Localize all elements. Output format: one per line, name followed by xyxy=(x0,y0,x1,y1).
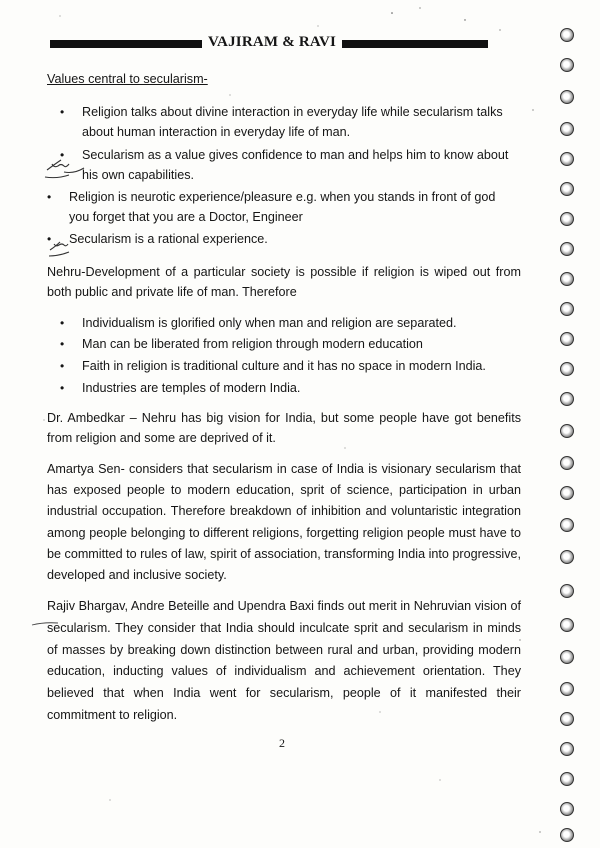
bullet-icon: • xyxy=(60,148,65,162)
ambedkar-paragraph: Dr. Ambedkar – Nehru has big vision for India, but some people have got benefits from religion and some are deprived of it. xyxy=(47,411,521,445)
bullet-icon: • xyxy=(47,190,52,204)
bhargav-paragraph: Rajiv Bhargav, Andre Beteille and Upendra Baxi finds out merit in Nehruvian vision of secularism. They consider that India should inculcate sprit and secularism in minds of masses by breaking down distinction between rural and urban, providing modern education, inducting values of individualism and achievement orientation. They believed that when India went for secularism, people of it manifested their commitment to religion. xyxy=(47,599,521,722)
nehru-intro: Nehru-Development of a particular society is possible if religion is wiped out from both public and private life of man. Therefore xyxy=(47,265,521,299)
bullet-icon: • xyxy=(60,337,65,351)
header-title: VAJIRAM & RAVI xyxy=(207,34,337,50)
list-item: • Individualism is glorified only when man and religion are separated. xyxy=(60,313,515,333)
bullet-icon: • xyxy=(47,232,52,246)
list-item: • Religion is neurotic experience/pleasure e.g. when you stands in front of god you forget that you are a Doctor, Engineer xyxy=(47,187,517,227)
page-number: 2 xyxy=(279,736,285,750)
bullet-icon: • xyxy=(60,316,65,330)
list-item: • Industries are temples of modern India. xyxy=(60,378,515,398)
section-heading: Values central to secularism- xyxy=(47,72,208,86)
list-item: • Secularism is a rational experience. xyxy=(47,229,502,249)
list-item: • Secularism as a value gives confidence to man and helps him to know about his own capabilities. xyxy=(60,145,515,185)
list-item: • Faith in religion is traditional culture and it has no space in modern India. xyxy=(60,356,515,376)
bullet-icon: • xyxy=(60,381,65,395)
list-item: • Man can be liberated from religion through modern education xyxy=(60,334,515,354)
amartya-sen-paragraph: Amartya Sen- considers that secularism in case of India is visionary secularism that has exposed people to modern education, sprit of science, participation in urban industrial occupation. Therefore breakdown of inhibition and voluntaristic integration among people belonging to different religions, forgetting religion people must have to be committed to rules of law, spirit of association, transforming India into progressive, developed and inclusive society. xyxy=(47,462,521,583)
list-item: • Religion talks about divine interaction in everyday life while secularism talks about human interaction in everyday life of man. xyxy=(60,102,515,142)
bullet-icon: • xyxy=(60,105,65,119)
bullet-icon: • xyxy=(60,359,65,373)
